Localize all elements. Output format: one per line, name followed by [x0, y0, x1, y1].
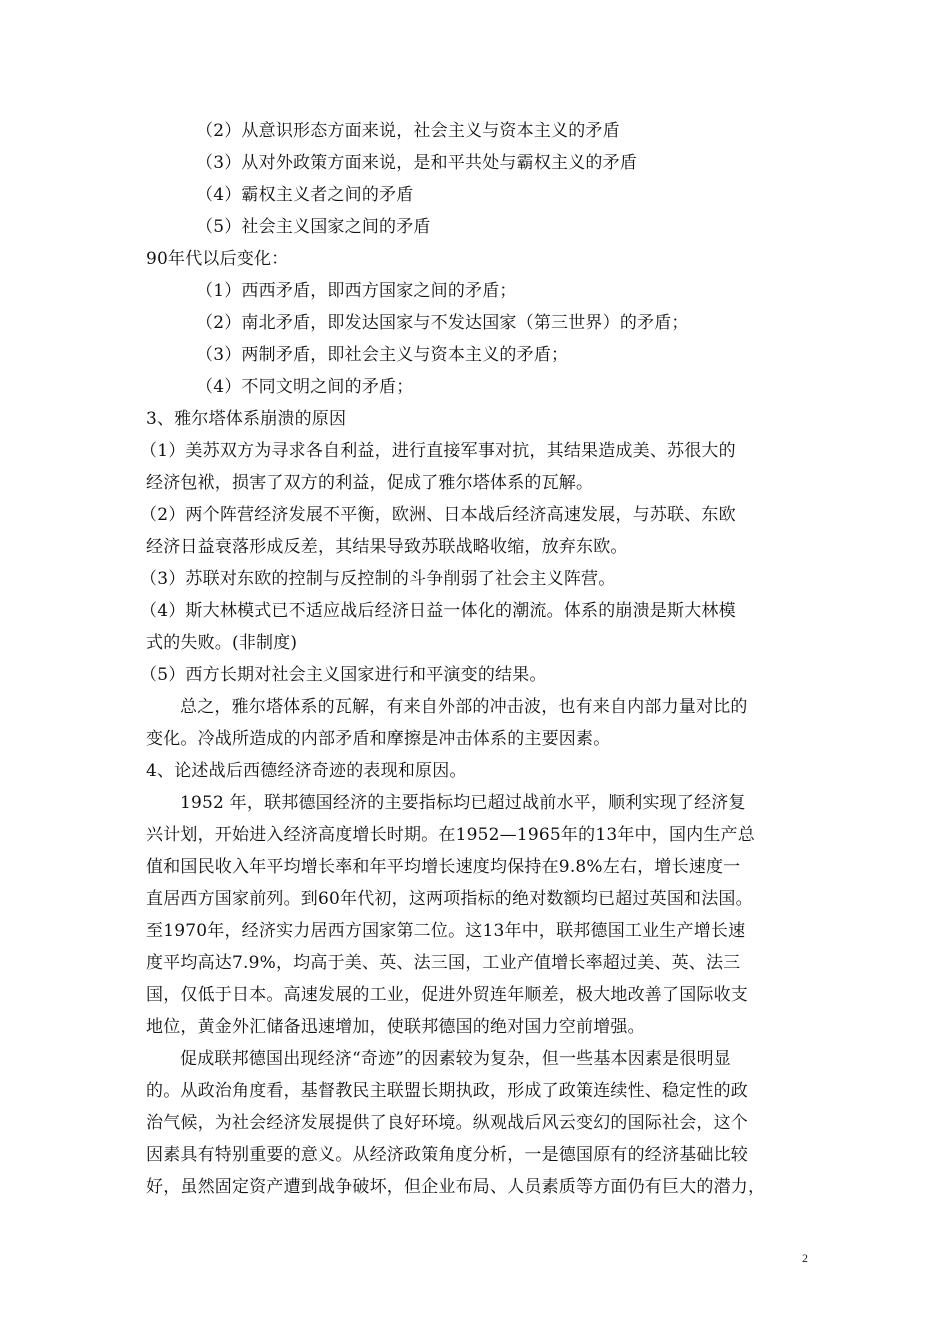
text-line: （4）斯大林模式已不适应战后经济日益一体化的潮流。体系的崩溃是斯大林模 — [140, 601, 736, 621]
text-line: （2）南北矛盾，即发达国家与不发达国家（第三世界）的矛盾； — [196, 313, 689, 333]
document-body — [140, 115, 816, 1203]
text-line: （2）两个阵营经济发展不平衡，欧洲、日本战后经济高速发展，与苏联、东欧 — [140, 505, 736, 525]
text-line: （3）从对外政策方面来说，是和平共处与霸权主义的矛盾 — [196, 153, 638, 173]
text-line: （4）不同文明之间的矛盾； — [196, 377, 414, 397]
text-line: 1952 年，联邦德国经济的主要指标均已超过战前水平，顺利实现了经济复 — [180, 793, 746, 813]
text-line: 3、雅尔塔体系崩溃的原因 — [146, 409, 347, 429]
text-line: 兴计划，开始进入经济高度增长时期。在1952—1965年的13年中，国内生产总 — [146, 825, 755, 845]
text-line: （3）苏联对东欧的控制与反控制的斗争削弱了社会主义阵营。 — [140, 569, 616, 589]
text-line: 度平均高达7.9%，均高于美、英、法三国，工业产值增长率超过美、英、法三 — [146, 953, 741, 973]
text-line: （5）西方长期对社会主义国家进行和平演变的结果。 — [140, 665, 547, 685]
text-line: 式的失败。(非制度) — [146, 633, 298, 653]
text-line: 因素具有特别重要的意义。从经济政策角度分析，一是德国原有的经济基础比较 — [146, 1145, 748, 1165]
text-line: （5）社会主义国家之间的矛盾 — [196, 217, 431, 237]
text-line: 经济日益衰落形成反差，其结果导致苏联战略收缩，放弃东欧。 — [146, 537, 628, 557]
text-line: 地位，黄金外汇储备迅速增加，使联邦德国的绝对国力空前增强。 — [146, 1017, 645, 1037]
text-line: 促成联邦德国出现经济“奇迹”的因素较为复杂，但一些基本因素是很明显 — [180, 1049, 731, 1069]
text-line: （1）西西矛盾，即西方国家之间的矛盾； — [196, 281, 517, 301]
text-line: （3）两制矛盾，即社会主义与资本主义的矛盾； — [196, 345, 569, 365]
text-line: （4）霸权主义者之间的矛盾 — [196, 185, 414, 205]
text-line: 值和国民收入年平均增长率和年平均增长速度均保持在9.8%左右，增长速度一 — [146, 857, 741, 877]
text-line: 直居西方国家前列。到60年代初，这两项指标的绝对数额均已超过英国和法国。 — [146, 889, 753, 909]
text-line: 治气候，为社会经济发展提供了良好环境。纵观战后风云变幻的国际社会，这个 — [146, 1113, 748, 1133]
text-line: 至1970年，经济实力居西方国家第二位。这13年中，联邦德国工业生产增长速 — [146, 921, 746, 941]
text-line: 变化。冷战所造成的内部矛盾和摩擦是冲击体系的主要因素。 — [146, 729, 611, 749]
text-line: 总之，雅尔塔体系的瓦解，有来自外部的冲击波，也有来自内部力量对比的 — [180, 697, 748, 717]
text-line: 4、论述战后西德经济奇迹的表现和原因。 — [146, 761, 467, 781]
text-line: 90年代以后变化： — [146, 249, 289, 269]
text-line: （2）从意识形态方面来说，社会主义与资本主义的矛盾 — [196, 121, 620, 141]
text-line: 的。从政治角度看，基督教民主联盟长期执政，形成了政策连续性、稳定性的政 — [146, 1081, 748, 1101]
page-number: 2 — [802, 1251, 808, 1265]
text-line: 好，虽然固定资产遭到战争破坏，但企业布局、人员素质等方面仍有巨大的潜力， — [146, 1177, 766, 1197]
text-line: 国，仅低于日本。高速发展的工业，促进外贸连年顺差，极大地改善了国际收支 — [146, 985, 748, 1005]
text-line: 经济包袱，损害了双方的利益，促成了雅尔塔体系的瓦解。 — [146, 473, 594, 493]
text-line: （1）美苏双方为寻求各自利益，进行直接军事对抗，其结果造成美、苏很大的 — [140, 441, 736, 461]
